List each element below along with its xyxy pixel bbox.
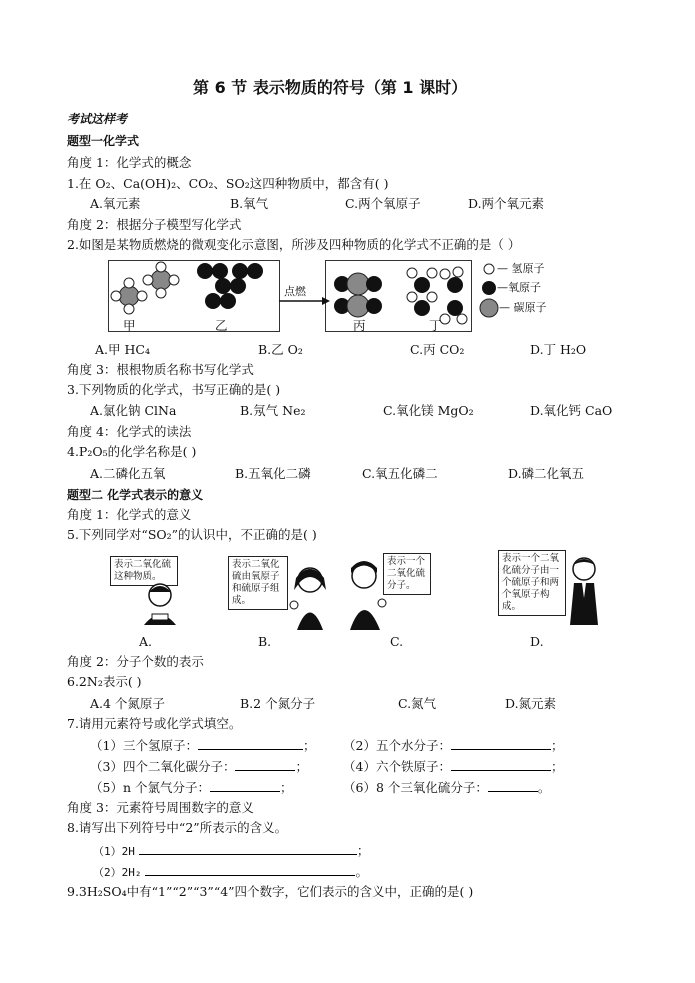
question-7: 7.请用元素符号或化学式填空。 bbox=[67, 716, 242, 731]
bubble-d: 表示一个二氧化硫分子由一个硫原子和两个氧原子构成。 bbox=[498, 550, 566, 616]
q6-option-c: C.氮气 bbox=[398, 696, 437, 711]
q7-blank-4[interactable] bbox=[451, 760, 551, 771]
label-ding: 丁 bbox=[429, 318, 442, 333]
page-title: 第 6 节 表示物质的符号（第 1 课时） bbox=[193, 78, 468, 97]
oxygen-molecule bbox=[197, 263, 263, 309]
q3-option-a: A.氯化钠 ClNa bbox=[90, 403, 177, 418]
q7-blank-6[interactable] bbox=[488, 781, 538, 792]
q2-option-b: B.乙 O₂ bbox=[258, 342, 303, 357]
q7-blank-1[interactable] bbox=[198, 739, 303, 750]
student-c-figure bbox=[342, 558, 387, 633]
q7-item-2-label: （2）五个水分子： bbox=[343, 738, 451, 753]
q7-blank-5[interactable] bbox=[210, 781, 280, 792]
label-yi: 乙 bbox=[215, 318, 228, 333]
student-d-figure bbox=[562, 553, 607, 628]
type2-angle3-label: 角度 3：元素符号周围数字的意义 bbox=[67, 800, 254, 815]
q3-option-b: B.氖气 Ne₂ bbox=[240, 403, 306, 418]
q8-item-2-label: （2）2H₂ bbox=[93, 866, 142, 879]
q2-option-d: D.丁 H₂O bbox=[530, 342, 587, 357]
q6-option-d: D.氮元素 bbox=[505, 696, 557, 711]
q3-option-d: D.氧化钙 CaO bbox=[530, 403, 613, 418]
student-a-figure bbox=[130, 580, 190, 630]
q7-item-3-label: （3）四个二氧化碳分子： bbox=[90, 759, 236, 774]
q7-item-5: （5）n 个氯气分子： ； bbox=[90, 780, 293, 795]
q8-blank-2[interactable] bbox=[145, 865, 355, 876]
q8-item-2: （2）2H₂ 。 bbox=[93, 864, 368, 879]
q7-item-1: （1）三个氢原子： ； bbox=[90, 738, 316, 753]
molecule-models bbox=[100, 255, 560, 335]
q7-item-6: （6）8 个三氧化硫分子： 。 bbox=[343, 780, 551, 795]
question-6: 6.2N₂表示( ) bbox=[67, 674, 142, 689]
student-b-figure bbox=[285, 560, 335, 635]
q2-option-a: A.甲 HC₄ bbox=[95, 342, 150, 357]
question-9: 9.3H₂SO₄中有“1”“2”“3”“4”四个数字，它们表示的含义中，正确的是( ) bbox=[67, 884, 474, 899]
q7-item-4: （4）六个铁原子： ； bbox=[343, 759, 564, 774]
q1-option-b: B.氧气 bbox=[230, 196, 269, 211]
angle4-label: 角度 4：化学式的读法 bbox=[67, 424, 192, 439]
q7-item-2: （2）五个水分子： ； bbox=[343, 738, 564, 753]
bubble-b: 表示二氧化硫由氧原子和硫原子组成。 bbox=[228, 556, 288, 610]
q1-option-c: C.两个氧原子 bbox=[345, 196, 421, 211]
type1-heading: 题型一化学式 bbox=[67, 134, 140, 148]
q3-option-c: C.氧化镁 MgO₂ bbox=[383, 403, 474, 418]
question-8: 8.请写出下列符号中“2”所表示的含义。 bbox=[67, 820, 288, 835]
angle1-label: 角度 1：化学式的概念 bbox=[67, 155, 192, 170]
q5-label-d: D. bbox=[530, 634, 544, 649]
q5-label-a: A. bbox=[139, 634, 153, 649]
q7-item-4-label: （4）六个铁原子： bbox=[343, 759, 451, 774]
label-bing: 丙 bbox=[353, 318, 366, 333]
q2-option-c: C.丙 CO₂ bbox=[410, 342, 465, 357]
q4-option-b: B.五氧化二磷 bbox=[235, 466, 311, 481]
legend-icons bbox=[480, 264, 498, 317]
water-molecule bbox=[407, 267, 467, 324]
q1-option-d: D.两个氧元素 bbox=[468, 196, 545, 211]
q7-item-3: （3）四个二氧化碳分子： ； bbox=[90, 759, 308, 774]
question-2: 2.如图是某物质燃烧的微观变化示意图，所涉及四种物质的化学式不正确的是（ ） bbox=[67, 237, 521, 252]
label-jia: 甲 bbox=[123, 318, 136, 333]
q7-item-1-label: （1）三个氢原子： bbox=[90, 738, 198, 753]
section-exam: 考试这样考 bbox=[67, 112, 128, 126]
legend-oxygen: —氧原子 bbox=[497, 281, 541, 294]
legend-carbon: — 碳原子 bbox=[499, 301, 547, 314]
q6-option-a: A.4 个氮原子 bbox=[90, 696, 165, 711]
q5-label-c: C. bbox=[390, 634, 404, 649]
question-1: 1.在 O₂、Ca(OH)₂、CO₂、SO₂这四种物质中，都含有( ) bbox=[67, 176, 389, 191]
bubble-a: 表示二氧化硫这种物质。 bbox=[110, 556, 178, 586]
q8-blank-1[interactable] bbox=[139, 844, 357, 855]
legend-hydrogen: — 氢原子 bbox=[497, 262, 545, 275]
q7-blank-3[interactable] bbox=[235, 760, 295, 771]
bubble-c: 表示一个二氧化硫分子。 bbox=[383, 553, 431, 595]
q7-blank-2[interactable] bbox=[451, 739, 551, 750]
type2-angle1-label: 角度 1：化学式的意义 bbox=[67, 507, 192, 522]
q7-item-5-label: （5）n 个氯气分子： bbox=[90, 780, 210, 795]
type2-heading: 题型二 化学式表示的意义 bbox=[67, 488, 204, 502]
q7-item-6-label: （6）8 个三氧化硫分子： bbox=[343, 780, 488, 795]
q8-item-1-label: （1）2H bbox=[93, 845, 135, 858]
question-4: 4.P₂O₅的化学名称是( ) bbox=[67, 444, 197, 459]
angle3-label: 角度 3：根根物质名称书写化学式 bbox=[67, 362, 254, 377]
q1-option-a: A.氧元素 bbox=[90, 196, 141, 211]
type2-angle2-label: 角度 2：分子个数的表示 bbox=[67, 654, 204, 669]
question-3: 3.下列物质的化学式，书写正确的是( ) bbox=[67, 382, 281, 397]
q6-option-b: B.2 个氮分子 bbox=[240, 696, 316, 711]
co2-molecule bbox=[334, 273, 382, 317]
q8-item-1: （1）2H ； bbox=[93, 843, 370, 858]
question-5: 5.下列同学对“SO₂”的认识中，不正确的是( ) bbox=[67, 527, 317, 542]
q4-option-a: A.二磷化五氧 bbox=[90, 466, 166, 481]
methane-molecule bbox=[111, 262, 179, 314]
angle2-label: 角度 2：根据分子模型写化学式 bbox=[67, 217, 242, 232]
arrow-label: 点燃 bbox=[284, 285, 306, 298]
q5-label-b: B. bbox=[258, 634, 272, 649]
q4-option-d: D.磷二化氧五 bbox=[508, 466, 585, 481]
q4-option-c: C.氧五化磷二 bbox=[362, 466, 438, 481]
